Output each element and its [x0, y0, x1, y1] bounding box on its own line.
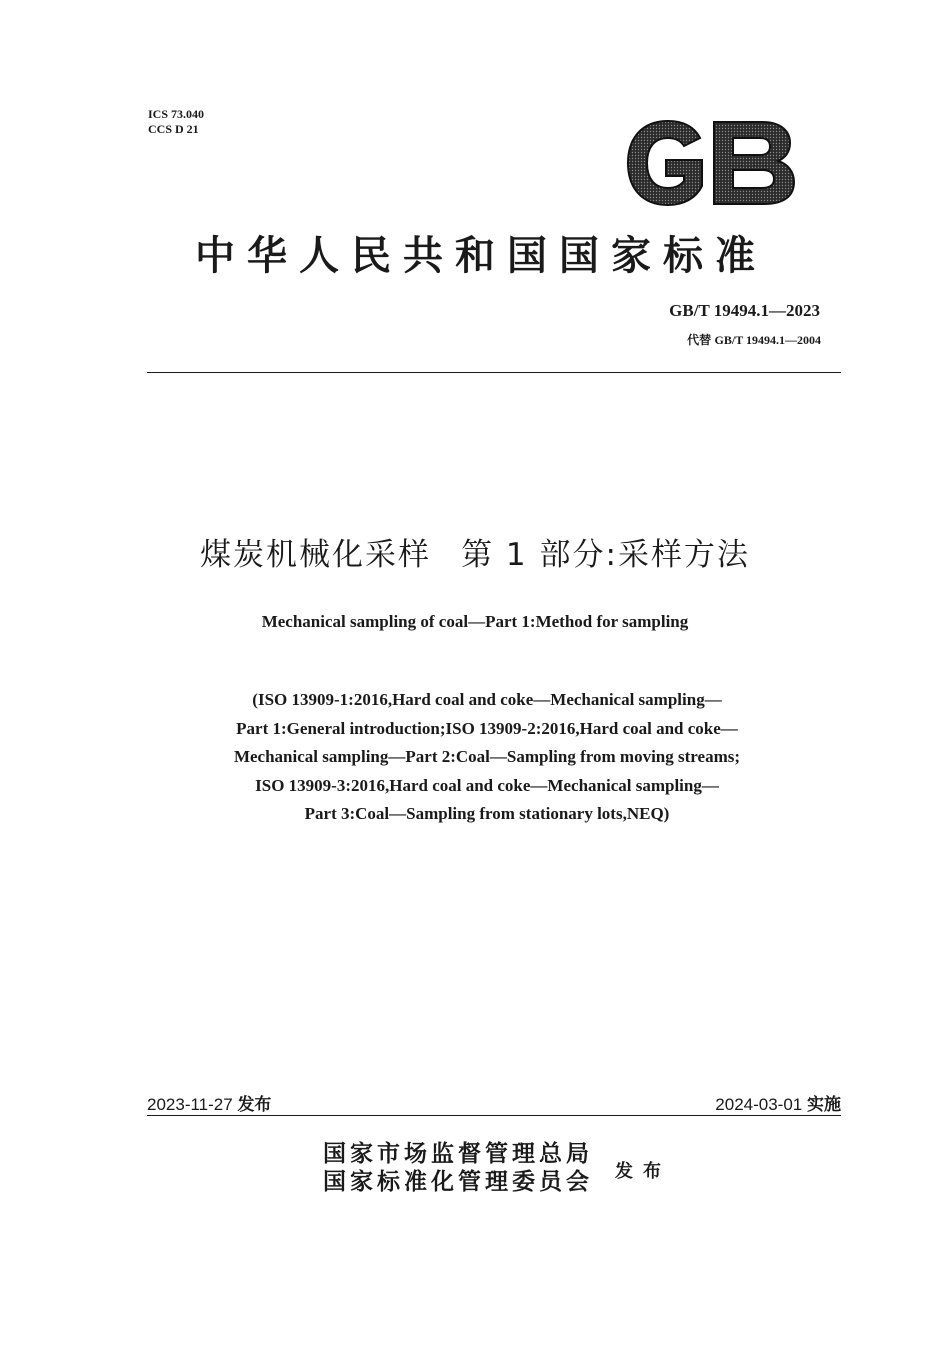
- issuer-sac: 国家标准化管理委员会: [323, 1168, 593, 1195]
- iso-reference-line: Mechanical sampling—Part 2:Coal—Sampling from moving streams;: [233, 747, 741, 766]
- iso-reference-line: ISO 13909-3:2016,Hard coal and coke—Mechanical sampling—: [255, 775, 719, 795]
- implementation-date: [715, 1090, 841, 1115]
- standard-number: [669, 301, 820, 321]
- implementation-date-value: 2024-03-01: [715, 1095, 803, 1114]
- national-standard-heading: 中华人民共和国国家标准: [195, 233, 767, 279]
- issuing-authorities: [323, 1140, 593, 1196]
- iso-reference-line: (ISO 13909-1:2016,Hard coal and coke—Mechanical sampling—: [252, 690, 722, 709]
- iso-reference-line: Part 1:General introduction;ISO 13909-2:2016,Hard coal and coke—: [236, 718, 738, 738]
- classification-codes: [148, 107, 204, 137]
- iso-reference-line: Part 3:Coal—Sampling from stationary lots,NEQ): [304, 804, 670, 823]
- iso-reference: [120, 686, 854, 829]
- ccs-code: CCS D 21: [148, 122, 199, 136]
- english-title: Mechanical sampling of coal—Part 1:Method for sampling: [261, 612, 689, 631]
- chinese-title: [0, 533, 950, 577]
- top-divider: [147, 372, 841, 373]
- gb-logo: [622, 118, 798, 208]
- replaces-number: GB/T 19494.1—2004: [714, 333, 821, 347]
- issue-action: 发布: [615, 1161, 671, 1182]
- replaces-label: 代替: [687, 333, 712, 347]
- chinese-title-part1: 煤炭机械化采样: [200, 537, 432, 573]
- replaces-line: [687, 331, 821, 348]
- issuer-samr: 国家市场监督管理总局: [323, 1140, 593, 1167]
- bottom-divider: [147, 1115, 841, 1116]
- issue-date-label: 发布: [237, 1095, 272, 1115]
- ics-code: ICS 73.040: [148, 107, 205, 121]
- issue-date-value: 2023-11-27: [147, 1095, 233, 1114]
- chinese-title-part2: 第 1 部分:采样方法: [461, 537, 750, 573]
- issue-date: [147, 1090, 271, 1115]
- standard-code: GB/T 19494.1—2023: [669, 301, 820, 320]
- implementation-date-label: 实施: [807, 1095, 841, 1115]
